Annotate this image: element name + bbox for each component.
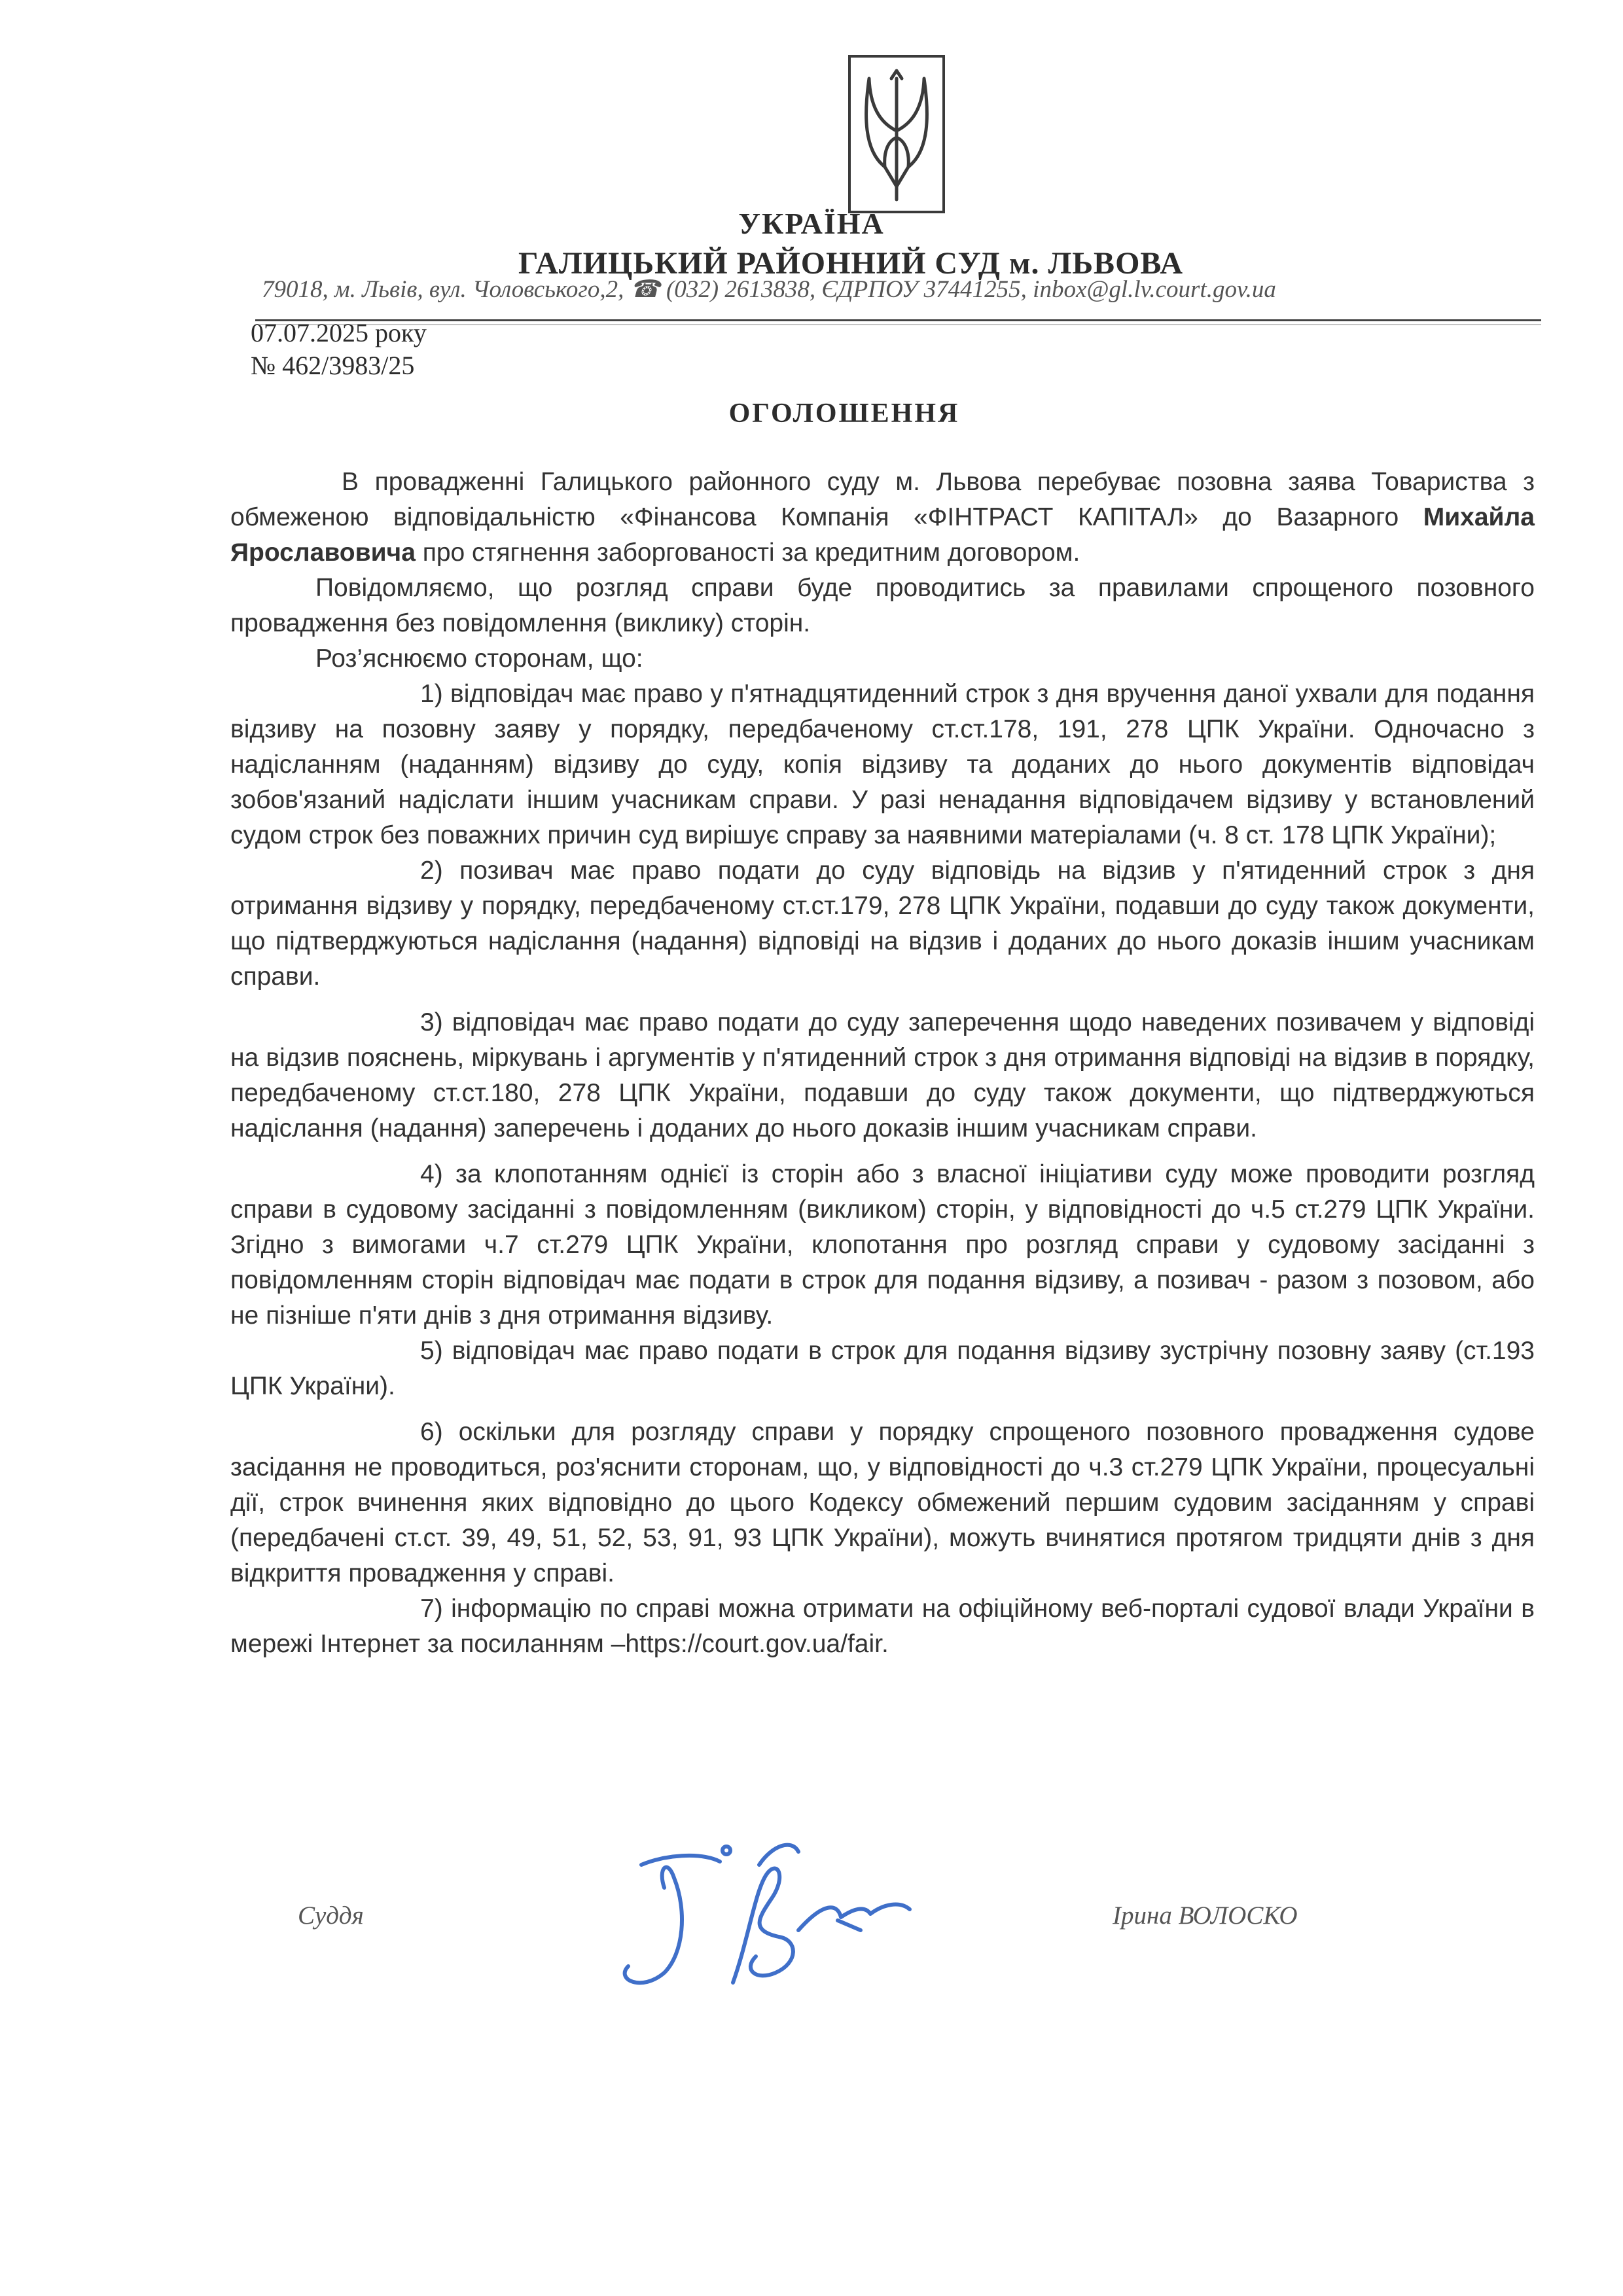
signature-label: Суддя (298, 1901, 364, 1930)
paragraph-intro-part1: В провадженні Галицького районного суду м. Львова перебуває позовна заява Товариства з обмеженою відповідальністю «Фінансова Компанія «ФІНТРАСТ КАПІТАЛ» до Вазарного (230, 468, 1535, 531)
paragraph-intro (230, 465, 1535, 571)
list-item: 5) відповідач має право подати в строк для подання відзиву зустрічну позовну заяву (ст.193 ЦПК України). (230, 1337, 1535, 1400)
country-name: УКРАЇНА (738, 207, 885, 240)
judge-name: Ірина ВОЛОСКО (1113, 1901, 1298, 1930)
document-title: ОГОЛОШЕННЯ (728, 398, 960, 429)
paragraph-intro-part2: про стягнення заборгованості за кредитним договором. (415, 539, 1080, 567)
paragraph-notice: Повідомляємо, що розгляд справи буде проводитись за правилами спрощеного позовного провадження без повідомлення (виклику) сторін. (230, 574, 1535, 637)
case-number: № 462/3983/25 (251, 351, 415, 380)
document-date: 07.07.2025 року (251, 318, 427, 347)
paragraph-clarification: Роз’яснюємо сторонам, що: (315, 645, 643, 673)
list-item: 2) позивач має право подати до суду відповідь на відзив у п'ятиденний строк з дня отримання відзиву у порядку, передбаченому ст.ст.179, 278 ЦПК України, подавши до суду також документи, що підтверджуються надіслання (надання) відповіді на відзив і доданих до нього доказів іншим учасникам справи. (230, 857, 1535, 991)
trident-emblem-icon (844, 52, 949, 216)
list-item: 7) інформацію по справі можна отримати на офіційному веб-порталі судової влади України в мережі Інтернет за посиланням –https://court.gov.ua/fair. (230, 1595, 1535, 1658)
handwritten-signature-icon (602, 1832, 955, 2002)
document-body (230, 465, 1535, 1662)
header-divider (255, 319, 1541, 321)
defendant-name: Михайла Ярославовича (230, 503, 1535, 567)
list-item: 6) оскільки для розгляду справи у порядку спрощеного позовного провадження судове засідання не проводиться, роз'яснити сторонам, що, у відповідності до ч.3 ст.279 ЦПК України, процесуальні дії, строк вчинення яких відповідно до цього Кодексу обмежений першим судовим засіданням у справі (передбачені ст.ст. 39, 49, 51, 52, 53, 91, 93 ЦПК України), можуть вчинятися протягом тридцяти днів з дня відкриття провадження у справі. (230, 1418, 1535, 1587)
list-item: 3) відповідач має право подати до суду заперечення щодо наведених позивачем у відповіді на відзив пояснень, міркувань і аргументів у п'ятиденний строк з дня отримання відповіді на відзив в порядку, передбаченому ст.ст.180, 278 ЦПК України, подавши до суду також документи, що підтверджуються надіслання (надання) заперечень і доданих до нього доказів іншим учасникам справи. (230, 1008, 1535, 1142)
list-item: 4) за клопотанням однієї із сторін або з власної ініціативи суду може проводити розгляд справи в судовому засіданні з повідомленням (викликом) сторін, у відповідності до ч.5 ст.279 ЦПК України. Згідно з вимогами ч.7 ст.279 ЦПК України, клопотання про розгляд справи у судовому засіданні з повідомленням сторін відповідач має подати в строк для подання відзиву, а позивач - разом з позовом, або не пізніше п'яти днів з дня отримання відзиву. (230, 1160, 1535, 1330)
court-name: ГАЛИЦЬКИЙ РАЙОННИЙ СУД м. ЛЬВОВА (518, 246, 1184, 281)
list-item: 1) відповідач має право у п'ятнадцятиденний строк з дня вручення даної ухвали для подання відзиву на позовну заяву у порядку, передбаченому ст.ст.178, 191, 278 ЦПК України. Одночасно з надісланням (наданням) відзиву до суду, копія відзиву та доданих до нього документів відповідач зобов'язаний надіслати іншим учасникам справи. У разі ненадання відповідачем відзиву у встановлений судом строк без поважних причин суд вирішує справу за наявними матеріалами (ч. 8 ст. 178 ЦПК України); (230, 680, 1535, 849)
court-address: 79018, м. Львів, вул. Чоловського,2, ☎ (032) 2613838, ЄДРПОУ 37441255, inbox@gl.lv.court.gov.ua (262, 276, 1276, 303)
